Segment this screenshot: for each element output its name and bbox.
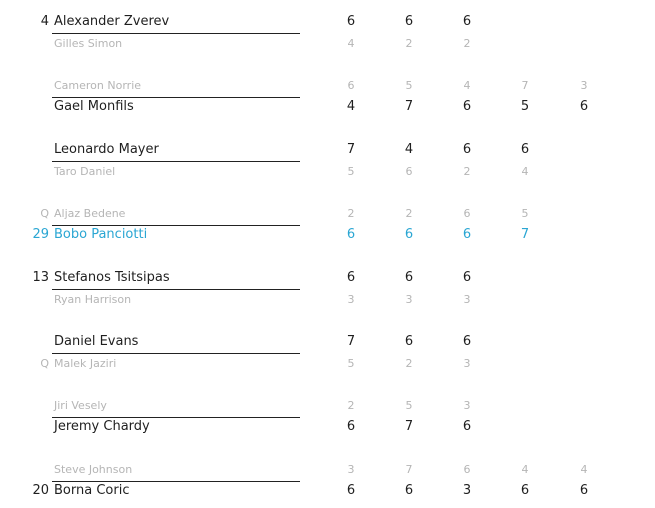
player-row xyxy=(0,417,655,437)
player-name: Daniel Evans xyxy=(54,334,139,349)
player-row xyxy=(0,460,655,480)
player-row xyxy=(0,354,655,374)
set-score: 2 xyxy=(405,207,413,220)
player-row xyxy=(0,268,655,288)
set-score: 6 xyxy=(463,207,471,220)
set-score: 6 xyxy=(463,463,471,476)
set-score: 7 xyxy=(404,99,414,114)
player-seed: 4 xyxy=(40,14,49,29)
set-score: 7 xyxy=(346,334,356,349)
match-divider xyxy=(52,33,300,34)
match-divider xyxy=(52,289,300,290)
player-name: Stefanos Tsitsipas xyxy=(54,270,170,285)
player-row xyxy=(0,34,655,54)
player-name: Bobo Panciotti xyxy=(54,227,148,242)
match-divider xyxy=(52,417,300,418)
player-name: Jiri Vesely xyxy=(54,399,107,412)
player-seed: 20 xyxy=(32,483,49,498)
set-score: 7 xyxy=(520,227,530,242)
player-row xyxy=(0,204,655,224)
set-score: 4 xyxy=(346,99,356,114)
set-score: 3 xyxy=(463,357,471,370)
set-score: 3 xyxy=(580,79,588,92)
player-row xyxy=(0,290,655,310)
player-row xyxy=(0,76,655,96)
set-score: 6 xyxy=(346,270,356,285)
set-score: 5 xyxy=(347,165,355,178)
set-score: 3 xyxy=(347,293,355,306)
set-score: 6 xyxy=(404,270,414,285)
player-name: Steve Johnson xyxy=(54,463,133,476)
set-score: 2 xyxy=(405,37,413,50)
set-score: 6 xyxy=(462,142,472,157)
set-score: 6 xyxy=(462,14,472,29)
set-score: 3 xyxy=(405,293,413,306)
player-name: Cameron Norrie xyxy=(54,79,142,92)
player-name: Taro Daniel xyxy=(54,165,116,178)
set-score: 4 xyxy=(521,463,529,476)
set-score: 6 xyxy=(520,142,530,157)
player-row xyxy=(0,97,655,117)
player-name: Gael Monfils xyxy=(54,99,134,114)
set-score: 7 xyxy=(404,419,414,434)
player-row xyxy=(0,140,655,160)
set-score: 4 xyxy=(347,37,355,50)
set-score: 5 xyxy=(521,207,529,220)
player-seed: Q xyxy=(40,357,49,370)
set-score: 7 xyxy=(521,79,529,92)
player-name: Jeremy Chardy xyxy=(54,419,150,434)
set-score: 5 xyxy=(347,357,355,370)
match-divider xyxy=(52,97,300,98)
match-divider xyxy=(52,225,300,226)
player-row xyxy=(0,481,655,501)
set-score: 6 xyxy=(346,227,356,242)
set-score: 4 xyxy=(404,142,414,157)
set-score: 4 xyxy=(463,79,471,92)
set-score: 2 xyxy=(463,165,471,178)
set-score: 6 xyxy=(404,227,414,242)
player-name: Alexander Zverev xyxy=(54,14,170,29)
set-score: 2 xyxy=(347,399,355,412)
set-score: 6 xyxy=(462,270,472,285)
set-score: 3 xyxy=(462,483,472,498)
set-score: 4 xyxy=(521,165,529,178)
set-score: 6 xyxy=(346,419,356,434)
set-score: 6 xyxy=(347,79,355,92)
set-score: 6 xyxy=(462,227,472,242)
set-score: 7 xyxy=(346,142,356,157)
player-row xyxy=(0,162,655,182)
player-name: Malek Jaziri xyxy=(54,357,117,370)
set-score: 3 xyxy=(347,463,355,476)
set-score: 6 xyxy=(579,99,589,114)
set-score: 6 xyxy=(346,14,356,29)
set-score: 6 xyxy=(346,483,356,498)
set-score: 4 xyxy=(580,463,588,476)
set-score: 2 xyxy=(347,207,355,220)
match-divider xyxy=(52,353,300,354)
set-score: 6 xyxy=(520,483,530,498)
player-row xyxy=(0,332,655,352)
player-row xyxy=(0,396,655,416)
player-row xyxy=(0,225,655,245)
set-score: 3 xyxy=(463,293,471,306)
match-divider xyxy=(52,161,300,162)
set-score: 7 xyxy=(405,463,413,476)
set-score: 5 xyxy=(405,399,413,412)
set-score: 6 xyxy=(462,334,472,349)
set-score: 5 xyxy=(520,99,530,114)
player-name: Leonardo Mayer xyxy=(54,142,159,157)
player-name: Gilles Simon xyxy=(54,37,123,50)
player-seed: 29 xyxy=(32,227,49,242)
set-score: 2 xyxy=(463,37,471,50)
set-score: 6 xyxy=(579,483,589,498)
set-score: 5 xyxy=(405,79,413,92)
player-name: Borna Coric xyxy=(54,483,130,498)
set-score: 6 xyxy=(404,334,414,349)
player-name: Aljaz Bedene xyxy=(54,207,126,220)
player-name: Ryan Harrison xyxy=(54,293,132,306)
set-score: 6 xyxy=(462,99,472,114)
player-seed: 13 xyxy=(32,270,49,285)
player-row xyxy=(0,12,655,32)
player-seed: Q xyxy=(40,207,49,220)
set-score: 2 xyxy=(405,357,413,370)
set-score: 6 xyxy=(404,483,414,498)
set-score: 3 xyxy=(463,399,471,412)
set-score: 6 xyxy=(405,165,413,178)
set-score: 6 xyxy=(462,419,472,434)
set-score: 6 xyxy=(404,14,414,29)
match-divider xyxy=(52,481,300,482)
